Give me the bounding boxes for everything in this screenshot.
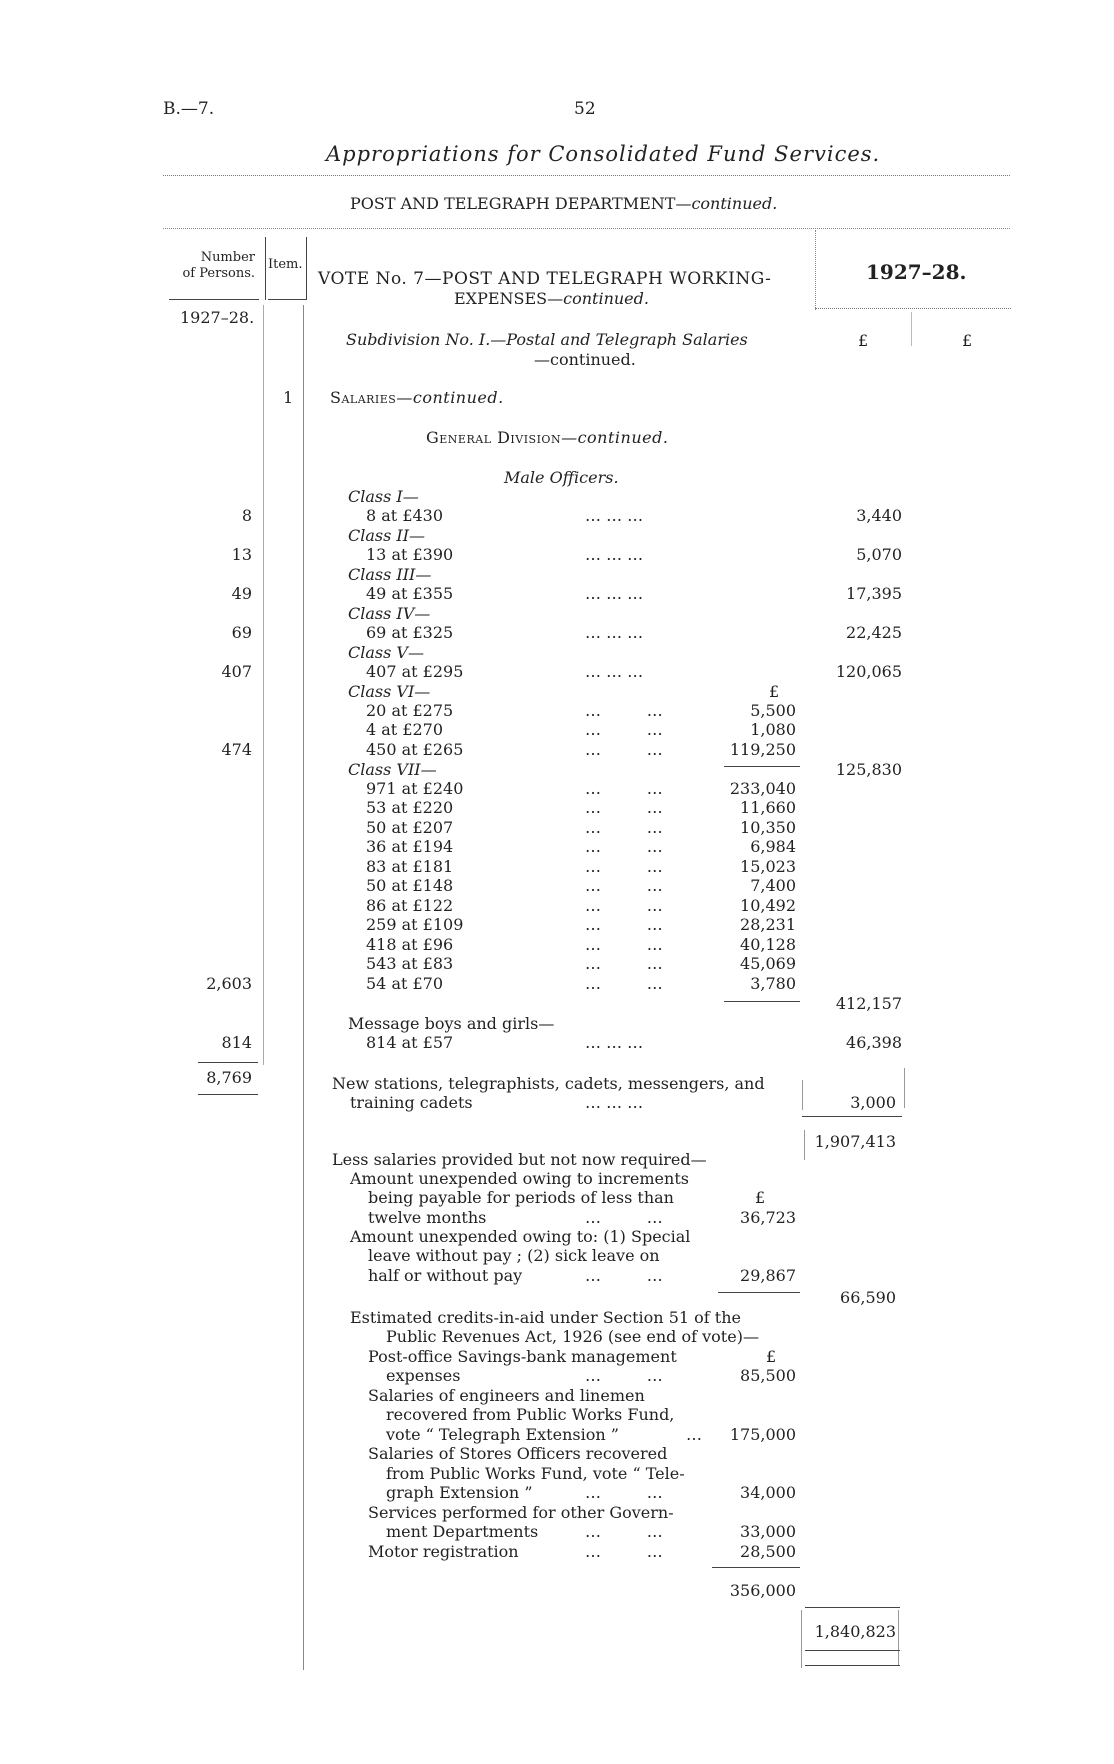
leader-dots: … … <box>585 837 663 856</box>
rate-amount: 15,023 <box>740 857 796 876</box>
leader-dots: … … <box>585 974 663 993</box>
rate-amount: 5,500 <box>750 701 796 720</box>
leader-dots: … … … <box>585 1033 644 1052</box>
sum-rule <box>805 1607 900 1608</box>
sum-rule <box>198 1094 258 1095</box>
rate-amount: 6,984 <box>750 837 796 856</box>
credit-amount: 34,000 <box>740 1483 796 1502</box>
subdivision-title: Subdivision No. I.—Postal and Telegraph Salaries <box>346 330 748 349</box>
class-rate-line: 69 at £325 <box>366 623 454 642</box>
class-rate-line: 83 at £181 <box>366 857 454 876</box>
leader-dots: … … <box>585 1208 663 1227</box>
page-title: Appropriations for Consolidated Fund Services. <box>326 142 881 166</box>
leader-dots: … <box>686 1425 702 1444</box>
leader-dots: … … … <box>585 623 644 642</box>
column-rule <box>303 305 304 1670</box>
sum-rule <box>805 1665 900 1666</box>
vote-title-line-2: EXPENSES—continued. <box>454 289 649 308</box>
leader-dots: … … <box>585 740 663 759</box>
class-rate-line: 407 at £295 <box>366 662 464 681</box>
persons-count: 814 <box>221 1033 252 1052</box>
leader-dots: … … … <box>585 1093 644 1112</box>
sum-rule <box>718 1292 800 1293</box>
credit-item-line: Post-office Savings-bank management <box>368 1347 677 1366</box>
rate-amount: 10,350 <box>740 818 796 837</box>
leader-dots: … … <box>585 1483 663 1502</box>
class-total: 125,830 <box>835 760 902 779</box>
leader-dots: … … <box>585 798 663 817</box>
pound-sign: £ <box>962 331 973 350</box>
leader-dots: … … <box>585 1522 663 1541</box>
persons-count: 474 <box>221 740 252 759</box>
class-label: Class III— <box>348 565 432 584</box>
header-rule <box>815 308 1011 309</box>
header-rule <box>268 299 306 300</box>
credit-item-line: Services performed for other Govern- <box>368 1503 674 1522</box>
divider <box>163 228 1010 229</box>
column-rule <box>815 230 816 310</box>
general-division-heading: General Division—continued. <box>426 428 669 447</box>
less-salaries-b-line: half or without pay <box>368 1266 523 1285</box>
leader-dots: … … <box>585 915 663 934</box>
leader-dots: … … <box>585 701 663 720</box>
column-rule <box>904 1068 905 1108</box>
rate-amount: 10,492 <box>740 896 796 915</box>
class-total: 46,398 <box>846 1033 902 1052</box>
persons-year-header: 1927–28. <box>180 308 255 327</box>
column-rule <box>911 312 912 346</box>
credit-item-line: Salaries of engineers and linemen <box>368 1386 645 1405</box>
credit-item-line: vote “ Telegraph Extension ” <box>386 1425 619 1444</box>
class-total: 412,157 <box>835 994 902 1013</box>
leader-dots: … … <box>585 896 663 915</box>
less-salaries-heading: Less salaries provided but not now required— <box>332 1150 707 1169</box>
rate-amount: 40,128 <box>740 935 796 954</box>
leader-dots: … … <box>585 1542 663 1561</box>
leader-dots: … … <box>585 857 663 876</box>
credit-amount: 85,500 <box>740 1366 796 1385</box>
rate-amount: 119,250 <box>729 740 796 759</box>
persons-count: 2,603 <box>206 974 252 993</box>
class-rate-line: 8 at £430 <box>366 506 444 525</box>
sum-rule <box>805 1650 900 1651</box>
vote-title-line-1: VOTE No. 7—POST AND TELEGRAPH WORKING- <box>318 269 772 289</box>
class-label: Class II— <box>348 526 426 545</box>
rate-amount: 11,660 <box>740 798 796 817</box>
leader-dots: … … <box>585 1266 663 1285</box>
credit-amount: 28,500 <box>740 1542 796 1561</box>
sum-rule <box>712 1567 800 1568</box>
document-reference: B.—7. <box>163 99 215 119</box>
credit-item-line: graph Extension ” <box>386 1483 533 1502</box>
class-rate-line: 259 at £109 <box>366 915 464 934</box>
credits-heading-line-2: Public Revenues Act, 1926 (see end of vote)— <box>386 1327 759 1346</box>
persons-count: 8 <box>241 506 252 525</box>
leader-dots: … … … <box>585 545 644 564</box>
class-total: 17,395 <box>846 584 902 603</box>
class-label: Class VI— <box>348 682 431 701</box>
class-rate-line: 50 at £148 <box>366 876 454 895</box>
subdivision-title-cont: —continued. <box>534 350 636 369</box>
class-rate-line: 543 at £83 <box>366 954 454 973</box>
class-rate-line: 50 at £207 <box>366 818 454 837</box>
sum-rule <box>724 766 800 767</box>
sum-rule <box>724 1001 800 1002</box>
column-rule <box>306 237 307 300</box>
less-salaries-total: 66,590 <box>840 1288 896 1307</box>
leader-dots: … … <box>585 876 663 895</box>
less-salaries-a-line: being payable for periods of less than <box>368 1188 674 1207</box>
column-rule <box>263 305 264 1065</box>
column-rule <box>898 1610 899 1665</box>
persons-column-header: Number of Persons. <box>182 250 255 282</box>
credits-heading-line-1: Estimated credits-in-aid under Section 51 of the <box>350 1308 741 1327</box>
male-officers-heading: Male Officers. <box>504 468 619 487</box>
class-rate-line: 49 at £355 <box>366 584 454 603</box>
leader-dots: … … <box>585 779 663 798</box>
page-number: 52 <box>574 99 596 119</box>
subtotal: 1,907,413 <box>814 1132 896 1151</box>
leader-dots: … … <box>585 954 663 973</box>
new-stations-total: 3,000 <box>850 1093 896 1112</box>
class-total: 22,425 <box>846 623 902 642</box>
grand-total: 1,840,823 <box>814 1622 896 1641</box>
credit-item-line: ment Departments <box>386 1522 539 1541</box>
class-label: Class I— <box>348 487 419 506</box>
class-total: 5,070 <box>856 545 902 564</box>
pound-sign: £ <box>769 682 780 701</box>
pound-sign: £ <box>755 1188 766 1207</box>
rate-amount: 233,040 <box>729 779 796 798</box>
class-rate-line: 54 at £70 <box>366 974 444 993</box>
persons-count: 49 <box>231 584 252 603</box>
less-salaries-b-line: Amount unexpended owing to: (1) Special <box>350 1227 691 1246</box>
class-rate-line: 4 at £270 <box>366 720 444 739</box>
credit-item-line: from Public Works Fund, vote “ Tele- <box>386 1464 685 1483</box>
sum-rule <box>198 1062 258 1063</box>
less-salaries-a-line: twelve months <box>368 1208 487 1227</box>
class-label: Class V— <box>348 643 424 662</box>
class-rate-line: 450 at £265 <box>366 740 464 759</box>
new-stations-line-2: training cadets <box>350 1093 473 1112</box>
less-salaries-b-line: leave without pay ; (2) sick leave on <box>368 1246 660 1265</box>
leader-dots: … … <box>585 935 663 954</box>
divider <box>163 175 1010 176</box>
salaries-heading: Salaries—continued. <box>330 388 504 407</box>
leader-dots: … … <box>585 1366 663 1385</box>
item-column-header: Item. <box>268 257 303 272</box>
persons-count: 407 <box>221 662 252 681</box>
class-label: Class IV— <box>348 604 431 623</box>
rate-amount: 3,780 <box>750 974 796 993</box>
less-salaries-b-amount: 29,867 <box>740 1266 796 1285</box>
rate-amount: 28,231 <box>740 915 796 934</box>
leader-dots: … … <box>585 818 663 837</box>
year-column-header: 1927–28. <box>866 260 967 284</box>
credit-amount: 175,000 <box>729 1425 796 1444</box>
message-boys-label: Message boys and girls— <box>348 1014 555 1033</box>
credit-item-line: recovered from Public Works Fund, <box>386 1405 675 1424</box>
less-salaries-a-amount: 36,723 <box>740 1208 796 1227</box>
credit-item-line: expenses <box>386 1366 461 1385</box>
pound-sign: £ <box>766 1347 777 1366</box>
new-stations-line-1: New stations, telegraphists, cadets, messengers, and <box>332 1074 765 1093</box>
class-rate-line: 814 at £57 <box>366 1033 454 1052</box>
class-rate-line: 86 at £122 <box>366 896 454 915</box>
class-total: 120,065 <box>835 662 902 681</box>
item-number: 1 <box>283 388 294 407</box>
persons-count: 69 <box>231 623 252 642</box>
credit-item-line: Salaries of Stores Officers recovered <box>368 1444 668 1463</box>
sum-rule <box>802 1116 902 1117</box>
rate-amount: 7,400 <box>750 876 796 895</box>
class-total: 3,440 <box>856 506 902 525</box>
column-rule <box>265 237 266 300</box>
department-heading: POST AND TELEGRAPH DEPARTMENT—continued. <box>350 194 778 213</box>
class-rate-line: 971 at £240 <box>366 779 464 798</box>
credits-total: 356,000 <box>729 1581 796 1600</box>
leader-dots: … … … <box>585 584 644 603</box>
class-rate-line: 13 at £390 <box>366 545 454 564</box>
persons-count: 13 <box>231 545 252 564</box>
leader-dots: … … … <box>585 506 644 525</box>
rate-amount: 45,069 <box>740 954 796 973</box>
less-salaries-a-line: Amount unexpended owing to increments <box>350 1169 689 1188</box>
total-persons: 8,769 <box>206 1068 252 1087</box>
leader-dots: … … <box>585 720 663 739</box>
credit-item-line: Motor registration <box>368 1542 519 1561</box>
header-rule <box>169 299 259 300</box>
class-rate-line: 53 at £220 <box>366 798 454 817</box>
rate-amount: 1,080 <box>750 720 796 739</box>
class-rate-line: 418 at £96 <box>366 935 454 954</box>
leader-dots: … … … <box>585 662 644 681</box>
class-rate-line: 36 at £194 <box>366 837 454 856</box>
pound-sign: £ <box>858 331 869 350</box>
credit-amount: 33,000 <box>740 1522 796 1541</box>
class-rate-line: 20 at £275 <box>366 701 454 720</box>
class-label: Class VII— <box>348 760 437 779</box>
